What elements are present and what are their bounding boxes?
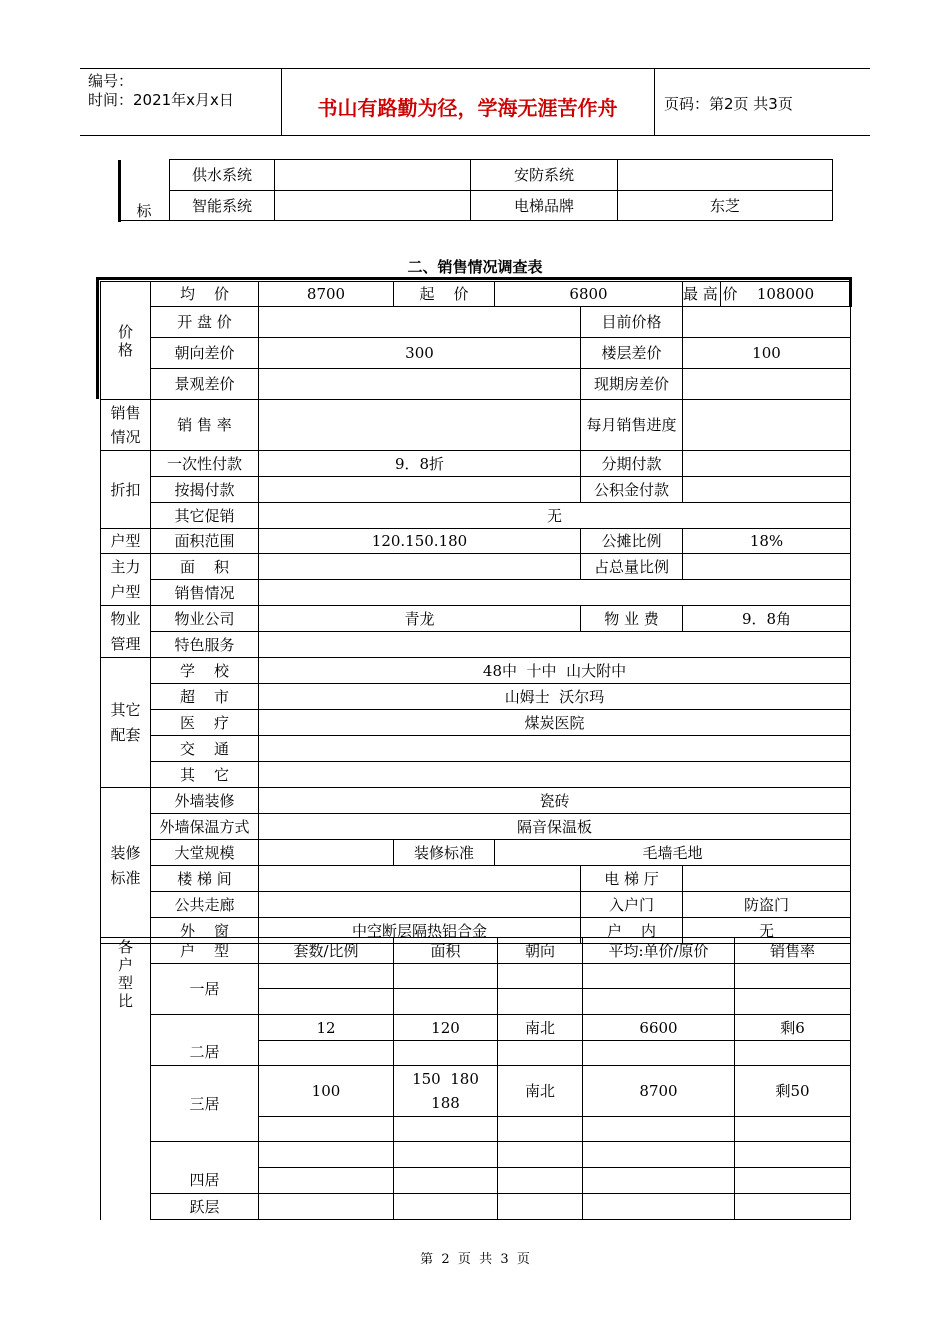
exterior-window-label: 外 窗 xyxy=(151,918,259,944)
header-orientation: 朝向 xyxy=(498,938,583,964)
monthly-progress-value xyxy=(683,400,851,451)
unit-row-orientation xyxy=(498,1194,583,1220)
elevator-hall-label: 电 梯 厅 xyxy=(581,866,683,892)
entry-door-label: 入户门 xyxy=(581,892,683,918)
insulation-value: 隔音保温板 xyxy=(259,814,851,840)
current-price-value xyxy=(683,307,851,338)
security-label: 安防系统 xyxy=(471,160,618,191)
provident-fund-value xyxy=(683,477,851,503)
monthly-progress-label: 每月销售进度 xyxy=(581,400,683,451)
start-price-value: 6800 xyxy=(495,282,683,307)
total-ratio-value xyxy=(683,554,851,580)
special-service-label: 特色服务 xyxy=(151,632,259,658)
other-facility-value xyxy=(259,762,851,788)
unit-row-count xyxy=(259,964,394,989)
exterior-window-value: 中空断层隔热铝合金 xyxy=(259,918,581,944)
main-area-value xyxy=(259,554,581,580)
main-sales-value xyxy=(259,580,851,606)
smart-system-value xyxy=(275,191,471,221)
unit-row-price: 6600 xyxy=(583,1015,735,1041)
elevator-hall-value xyxy=(683,866,851,892)
unit-row-count: 12 xyxy=(259,1015,394,1041)
supermarket-value: 山姆士 沃尔玛 xyxy=(259,684,851,710)
view-diff-value xyxy=(259,369,581,400)
provident-fund-label: 公积金付款 xyxy=(581,477,683,503)
page-footer: 第 2 页 共 3 页 xyxy=(420,1252,530,1267)
sales-survey-table xyxy=(100,281,851,944)
unit-ratio-group-label: 各 户 型 比 xyxy=(101,938,151,1220)
school-value: 48中 十中 山大附中 xyxy=(259,658,851,684)
lobby-label: 大堂规模 xyxy=(151,840,259,866)
property-company-label: 物业公司 xyxy=(151,606,259,632)
unit-row-type: 跃层 xyxy=(151,1194,259,1220)
sales-rate-value xyxy=(259,400,581,451)
floor-diff-label: 楼层差价 xyxy=(581,338,683,369)
unit-row-orientation xyxy=(498,1142,583,1168)
unit-ratio-table xyxy=(100,937,851,1220)
main-sales-label: 销售情况 xyxy=(151,580,259,606)
unit-row-type: 四居 xyxy=(151,1142,259,1194)
open-price-value xyxy=(259,307,581,338)
stairwell-label: 楼 梯 间 xyxy=(151,866,259,892)
onetime-pay-label: 一次性付款 xyxy=(151,451,259,477)
unit-row-count: 100 xyxy=(259,1066,394,1117)
orientation-diff-value: 300 xyxy=(259,338,581,369)
corridor-value xyxy=(259,892,581,918)
indoor-label: 户 内 xyxy=(581,918,683,944)
other-promo-label: 其它促销 xyxy=(151,503,259,529)
mortgage-label: 按揭付款 xyxy=(151,477,259,503)
side-label: 标 xyxy=(119,160,170,221)
unit-row-rate xyxy=(735,1142,851,1168)
header-price: 平均:单价/原价 xyxy=(583,938,735,964)
system-table xyxy=(118,159,833,221)
school-label: 学 校 xyxy=(151,658,259,684)
elevator-brand-value: 东芝 xyxy=(618,191,833,221)
stairwell-value xyxy=(259,866,581,892)
max-price-label: 最 高 价 xyxy=(683,282,721,307)
elevator-brand-label: 电梯品牌 xyxy=(471,191,618,221)
insulation-label: 外墙保温方式 xyxy=(151,814,259,840)
property-fee-value: 9．8角 xyxy=(683,606,851,632)
existing-diff-value xyxy=(683,369,851,400)
header-area: 面积 xyxy=(394,938,498,964)
header-divider-right xyxy=(654,68,655,135)
unit-row-price xyxy=(583,1142,735,1168)
unit-row-type: 一居 xyxy=(151,964,259,1015)
traffic-value xyxy=(259,736,851,762)
unit-row-type: 三居 xyxy=(151,1066,259,1142)
onetime-pay-value: 9．8折 xyxy=(259,451,581,477)
unit-row-area: 120 xyxy=(394,1015,498,1041)
other-facility-label: 其 它 xyxy=(151,762,259,788)
exterior-wall-value: 瓷砖 xyxy=(259,788,851,814)
share-ratio-label: 公摊比例 xyxy=(581,529,683,554)
price-block-top-border xyxy=(96,277,852,280)
price-group-label: 价 格 xyxy=(101,282,151,400)
main-area-label: 面 积 xyxy=(151,554,259,580)
unit-row-orientation xyxy=(498,964,583,989)
open-price-label: 开 盘 价 xyxy=(151,307,259,338)
main-unit-group-label: 主力 户型 xyxy=(101,554,151,606)
current-price-label: 目前价格 xyxy=(581,307,683,338)
area-range-label: 面积范围 xyxy=(151,529,259,554)
motto: 书山有路勤为径，学海无涯苦作舟 xyxy=(317,96,618,120)
lobby-value xyxy=(259,840,394,866)
unit-row-rate: 剩50 xyxy=(735,1066,851,1117)
unit-row-count xyxy=(259,1194,394,1220)
existing-diff-label: 现期房差价 xyxy=(581,369,683,400)
unit-row-orientation: 南北 xyxy=(498,1015,583,1041)
unit-row-area xyxy=(394,964,498,989)
unit-row-orientation: 南北 xyxy=(498,1066,583,1117)
header-bottom-rule xyxy=(80,135,870,136)
header-unit-type: 户 型 xyxy=(151,938,259,964)
floor-diff-value: 100 xyxy=(683,338,851,369)
mortgage-value xyxy=(259,477,581,503)
sales-rate-label: 销 售 率 xyxy=(151,400,259,451)
unit-row-type: 二居 xyxy=(151,1015,259,1066)
decoration-group-label: 装修 标准 xyxy=(101,788,151,944)
unit-row-price: 8700 xyxy=(583,1066,735,1117)
indoor-value: 无 xyxy=(683,918,851,944)
start-price-label: 起 价 xyxy=(394,282,495,307)
unit-row-rate xyxy=(735,1194,851,1220)
unit-row-rate xyxy=(735,964,851,989)
header-sales-rate: 销售率 xyxy=(735,938,851,964)
corridor-label: 公共走廊 xyxy=(151,892,259,918)
unit-row-price xyxy=(583,1194,735,1220)
special-service-value xyxy=(259,632,851,658)
page-label: 页码：第2页 共3页 xyxy=(664,95,793,113)
time-label: 时间：2021年x月x日 xyxy=(88,91,234,109)
traffic-label: 交 通 xyxy=(151,736,259,762)
facilities-group-label: 其它 配套 xyxy=(101,658,151,788)
total-ratio-label: 占总量比例 xyxy=(581,554,683,580)
water-supply-value xyxy=(275,160,471,191)
entry-door-value: 防盗门 xyxy=(683,892,851,918)
security-value xyxy=(618,160,833,191)
view-diff-label: 景观差价 xyxy=(151,369,259,400)
area-range-value: 120.150.180 xyxy=(259,529,581,554)
header-count: 套数/比例 xyxy=(259,938,394,964)
share-ratio-value: 18% xyxy=(683,529,851,554)
property-company-value: 青龙 xyxy=(259,606,581,632)
unit-row-count xyxy=(259,1142,394,1168)
section-title: 二、销售情况调查表 xyxy=(407,258,543,276)
unit-row-area xyxy=(394,1194,498,1220)
discount-group-label: 折扣 xyxy=(101,451,151,529)
decoration-std-value: 毛墙毛地 xyxy=(495,840,851,866)
supermarket-label: 超 市 xyxy=(151,684,259,710)
installment-value xyxy=(683,451,851,477)
installment-label: 分期付款 xyxy=(581,451,683,477)
unit-row-area xyxy=(394,1142,498,1168)
unit-type-group-label: 户型 xyxy=(101,529,151,554)
avg-price-label: 均 价 xyxy=(151,282,259,307)
water-supply-label: 供水系统 xyxy=(170,160,275,191)
exterior-wall-label: 外墙装修 xyxy=(151,788,259,814)
unit-row-area: 150 180 188 xyxy=(394,1066,498,1117)
unit-row-rate: 剩6 xyxy=(735,1015,851,1041)
sales-group-label: 销售 情况 xyxy=(101,400,151,451)
smart-system-label: 智能系统 xyxy=(170,191,275,221)
avg-price-value: 8700 xyxy=(259,282,394,307)
max-price-value: 108000 xyxy=(721,282,851,307)
unit-row-price xyxy=(583,964,735,989)
medical-label: 医 疗 xyxy=(151,710,259,736)
price-block-left-border xyxy=(96,277,99,399)
medical-value: 煤炭医院 xyxy=(259,710,851,736)
header-top-rule xyxy=(80,68,870,69)
property-group-label: 物业 管理 xyxy=(101,606,151,658)
other-promo-value: 无 xyxy=(259,503,851,529)
orientation-diff-label: 朝向差价 xyxy=(151,338,259,369)
serial-label: 编号： xyxy=(88,72,134,90)
property-fee-label: 物 业 费 xyxy=(581,606,683,632)
decoration-std-label: 装修标准 xyxy=(394,840,495,866)
